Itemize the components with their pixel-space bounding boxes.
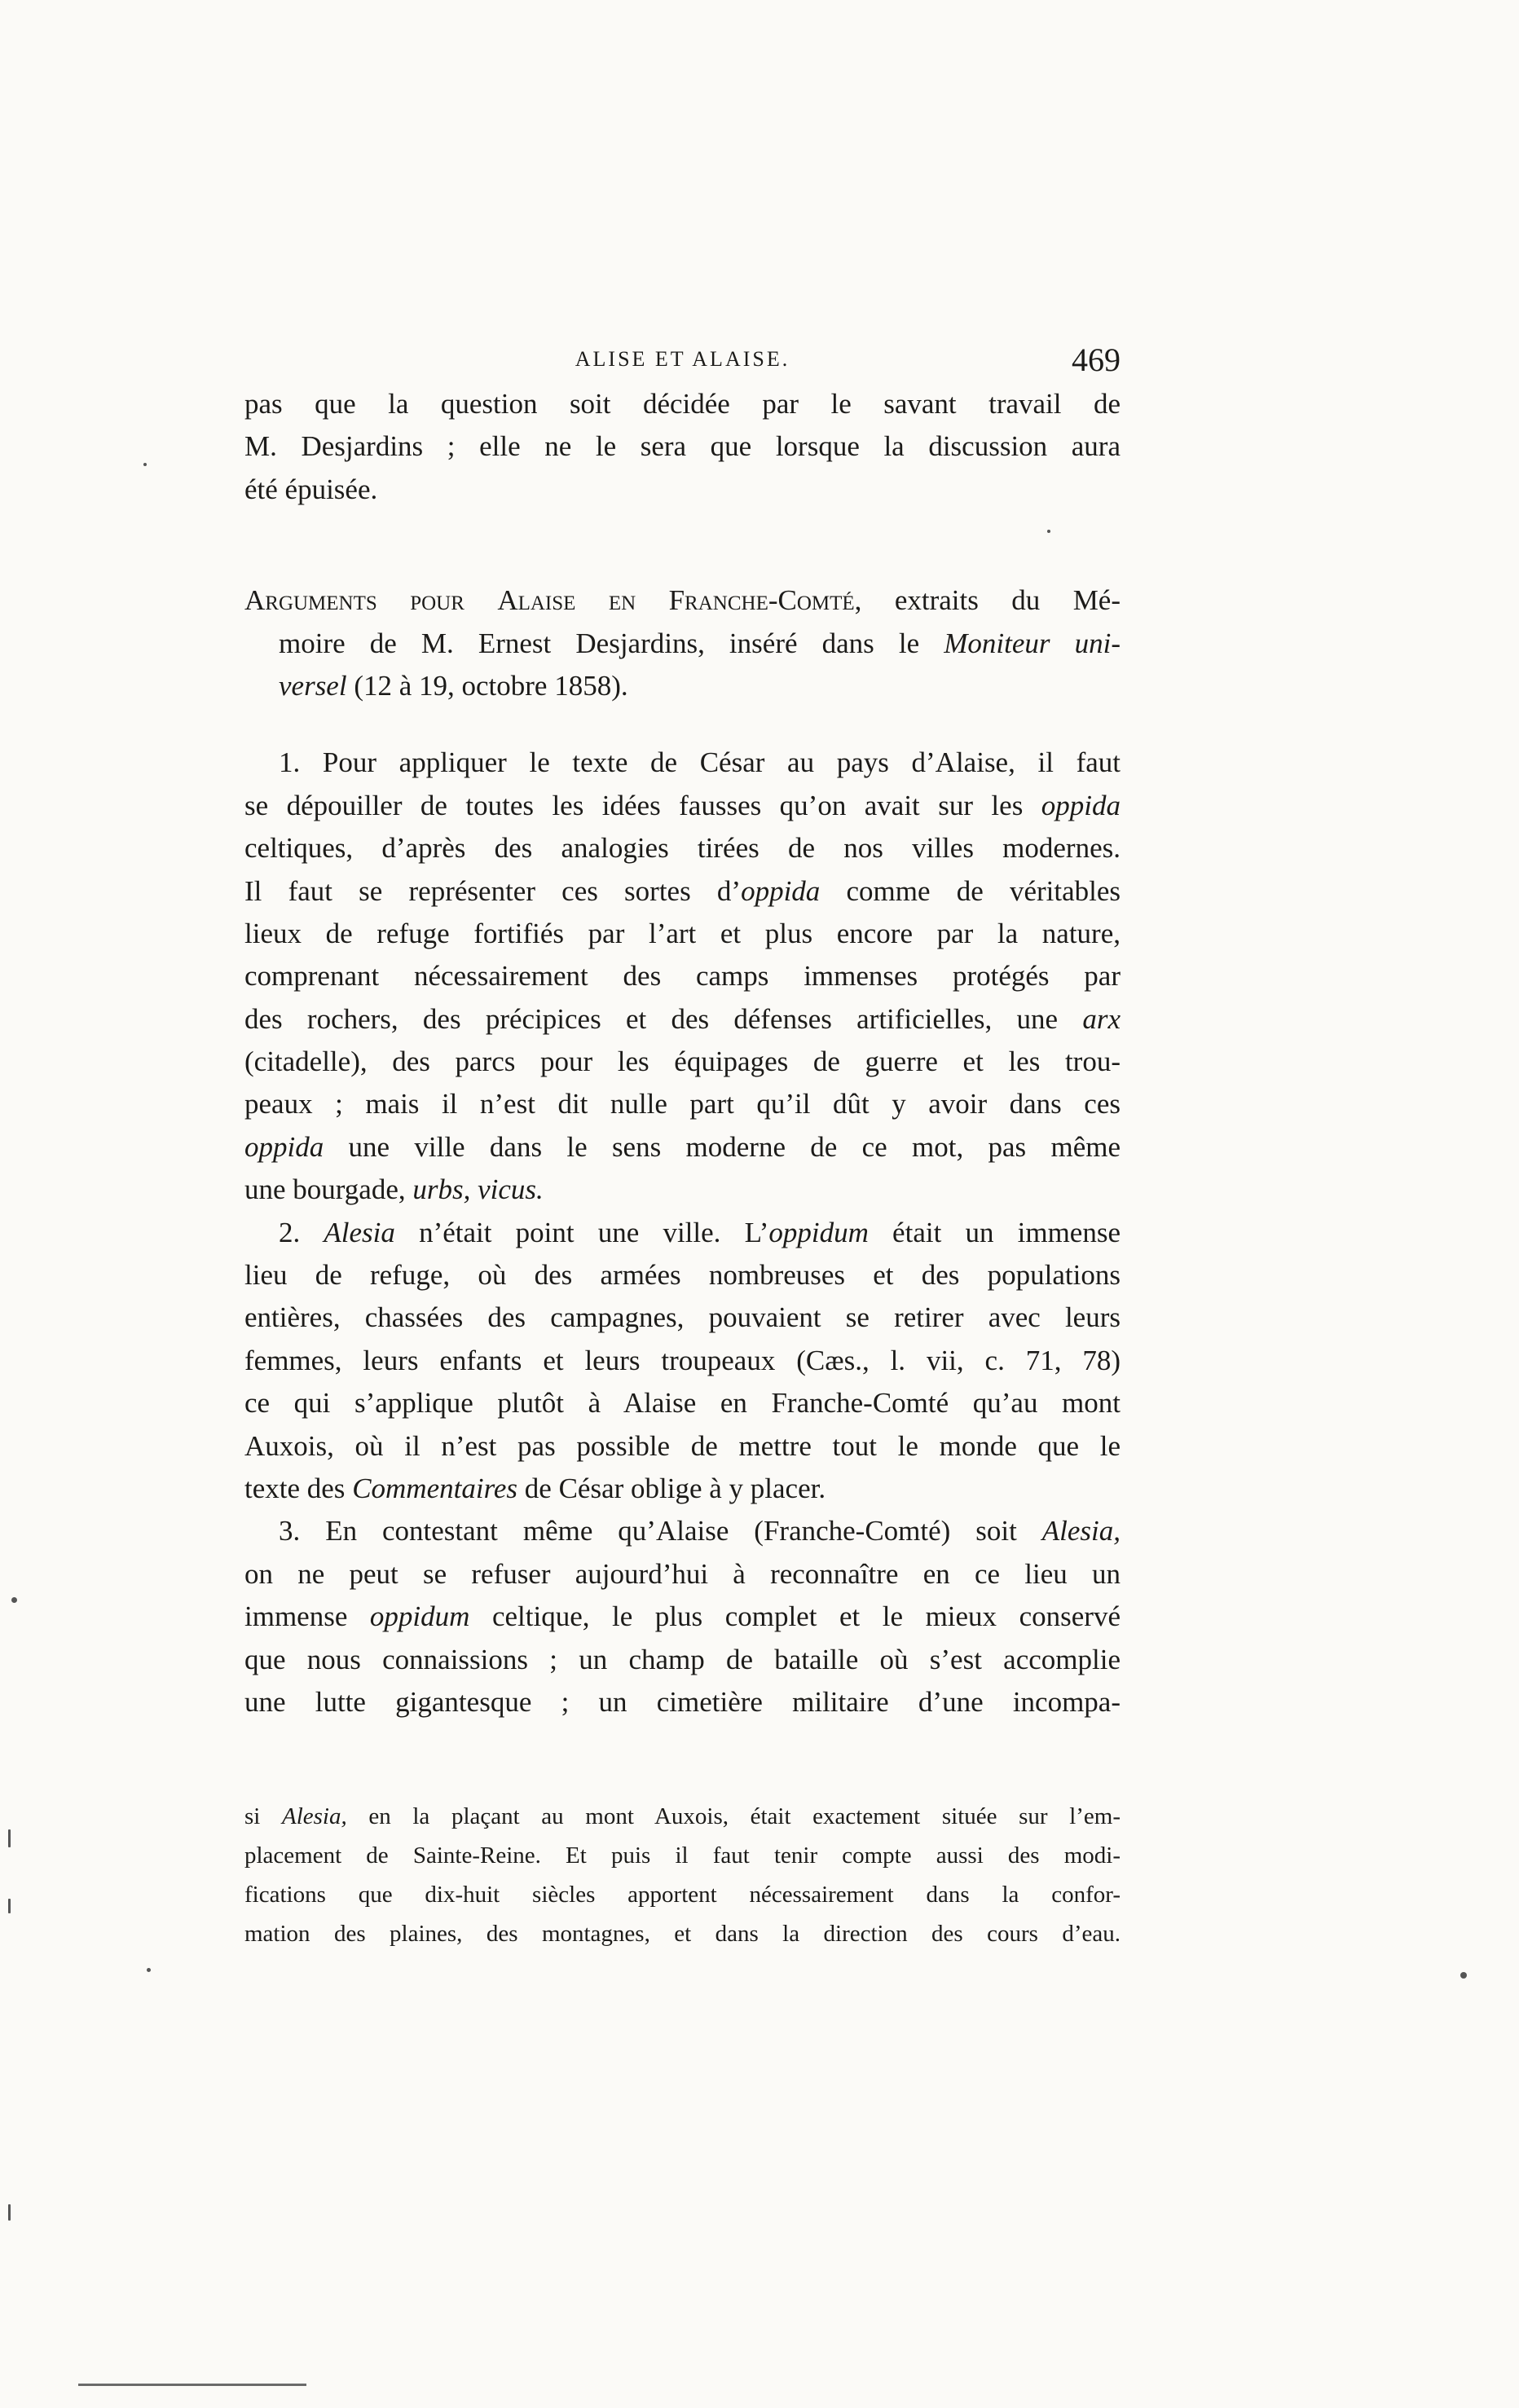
text-line: ce qui s’applique plutôt à Alaise en Franche-Comté qu’au mont: [244, 1387, 1121, 1420]
text-span: 2.: [279, 1216, 324, 1248]
footnote-line: [244, 1797, 1121, 1836]
text-line: [244, 870, 1121, 913]
alesia-term: Alesia,: [1041, 1515, 1121, 1547]
footnote-line: mation des plaines, des montagnes, et dans la direction des cours d’eau.: [244, 1921, 1121, 1948]
versel-title: versel: [279, 669, 347, 702]
text-span: 3. En contestant même qu’Alaise (Franche-Comté) soit: [279, 1515, 1042, 1547]
text-line: [244, 1510, 1121, 1552]
text-line: que nous connaissions ; un champ de bataille où s’est accomplie: [244, 1643, 1121, 1675]
text-span: texte des: [244, 1472, 353, 1504]
heading-text: (12 à 19, octobre 1858).: [346, 669, 628, 702]
text-line: [244, 785, 1121, 827]
text-line: [244, 1212, 1121, 1254]
text-line: une lutte gigantesque ; un cimetière militaire d’une incompa-: [244, 1685, 1121, 1718]
body-text: [244, 383, 1121, 1953]
text-line: [244, 1126, 1121, 1169]
text-line: [244, 1468, 1121, 1510]
scan-speck: [1460, 1972, 1467, 1979]
oppida-term: oppida: [244, 1130, 324, 1163]
text-span: comme de véritables: [820, 874, 1121, 907]
paragraph-2: [244, 1212, 1121, 1511]
text-line: celtiques, d’après des analogies tirées de nos villes modernes.: [244, 832, 1121, 865]
spacer: [244, 707, 1121, 742]
text-line: peaux ; mais il n’est dit nulle part qu’il dût y avoir dans ces: [244, 1088, 1121, 1120]
alesia-term: Alesia,: [281, 1803, 347, 1830]
text-line: [244, 1169, 1121, 1211]
moniteur-title: Moniteur uni-: [944, 627, 1121, 659]
text-span: se dépouiller de toutes les idées fausses qu’on avait sur les: [244, 789, 1041, 821]
text-line: M. Desjardins ; elle ne le sera que lorsque la discussion aura: [244, 430, 1121, 463]
page-number: 469: [1072, 341, 1121, 378]
text-span: immense: [244, 1600, 370, 1633]
intro-paragraph: [244, 383, 1121, 511]
arx-term: arx: [1082, 1002, 1121, 1035]
text-span: une bourgade,: [244, 1173, 413, 1206]
running-head: ALISE ET ALAISE.: [575, 347, 790, 371]
bottom-edge-rule: [78, 2384, 306, 2386]
text-line: [244, 998, 1121, 1041]
oppida-term: oppida: [1041, 789, 1121, 821]
text-span: était un immense: [868, 1216, 1121, 1248]
heading-text: moire de M. Ernest Desjardins, inséré dans le: [279, 627, 944, 659]
text-line: Auxois, où il n’est pas possible de mettre tout le monde que le: [244, 1429, 1121, 1462]
urbs-vicus-term: urbs, vicus.: [412, 1173, 544, 1206]
text-line: lieux de refuge fortifiés par l’art et plus encore par la nature,: [244, 917, 1121, 949]
heading-arguments: Arguments pour: [244, 584, 465, 617]
section-heading: [244, 579, 1121, 707]
heading-line: [244, 623, 1121, 665]
paragraph-1: [244, 742, 1121, 1211]
spacer: [244, 1723, 1121, 1797]
heading-extraits: , extraits du Mé-: [854, 584, 1121, 617]
oppida-term: oppida: [741, 874, 821, 907]
scan-speck: [8, 2204, 11, 2221]
text-line: été épuisée.: [244, 473, 378, 505]
text-line: on ne peut se refuser aujourd’hui à reconnaître en ce lieu un: [244, 1557, 1121, 1590]
scan-speck: [147, 1968, 151, 1972]
heading-line: [244, 579, 1121, 622]
commentaires-title: Commentaires: [352, 1472, 518, 1504]
alesia-term: Alesia: [324, 1216, 395, 1248]
text-span: si: [244, 1803, 282, 1830]
paragraph-3: [244, 1510, 1121, 1723]
scan-speck: [8, 1899, 11, 1913]
scan-speck: [11, 1597, 17, 1603]
text-line: [244, 1596, 1121, 1638]
text-line: (citadelle), des parcs pour les équipages de guerre et les trou-: [244, 1046, 1121, 1078]
text-line: pas que la question soit décidée par le savant travail de: [244, 388, 1121, 420]
text-line: entières, chassées des campagnes, pouvaient se retirer avec leurs: [244, 1301, 1121, 1334]
scan-speck: [143, 463, 147, 466]
scan-speck: [1047, 530, 1050, 533]
footnote-line: fications que dix-huit siècles apportent nécessairement dans la confor-: [244, 1882, 1121, 1908]
heading-franche-comte: Franche-Comté: [668, 584, 855, 617]
page-header: [244, 341, 1121, 390]
text-line: femmes, leurs enfants et leurs troupeaux (Cæs., l. vii, c. 71, 78): [244, 1344, 1121, 1376]
text-line: comprenant nécessairement des camps immenses protégés par: [244, 960, 1121, 993]
text-span: de César oblige à y placer.: [517, 1472, 826, 1504]
text-line: 1. Pour appliquer le texte de César au pays d’Alaise, il faut: [279, 746, 1121, 779]
text-span: celtique, le plus complet et le mieux conservé: [469, 1600, 1121, 1633]
text-span: une ville dans le sens moderne de ce mot, pas même: [324, 1130, 1121, 1163]
text-span: n’était point une ville. L’: [394, 1216, 769, 1248]
footnote-line: placement de Sainte-Reine. Et puis il faut tenir compte aussi des modi-: [244, 1842, 1121, 1869]
oppidum-term: oppidum: [768, 1216, 869, 1248]
footnote: [244, 1797, 1121, 1953]
heading-alaise: Alaise en: [497, 584, 636, 617]
heading-line: [244, 665, 1121, 707]
text-span: en la plaçant au mont Auxois, était exactement située sur l’em-: [346, 1803, 1121, 1830]
spacer: [244, 511, 1121, 579]
text-line: lieu de refuge, où des armées nombreuses et des populations: [244, 1259, 1121, 1292]
text-span: des rochers, des précipices et des défenses artificielles, une: [244, 1002, 1083, 1035]
scan-speck: [8, 1829, 11, 1847]
oppidum-term: oppidum: [369, 1600, 470, 1633]
text-span: Il faut se représenter ces sortes d’: [244, 874, 742, 907]
